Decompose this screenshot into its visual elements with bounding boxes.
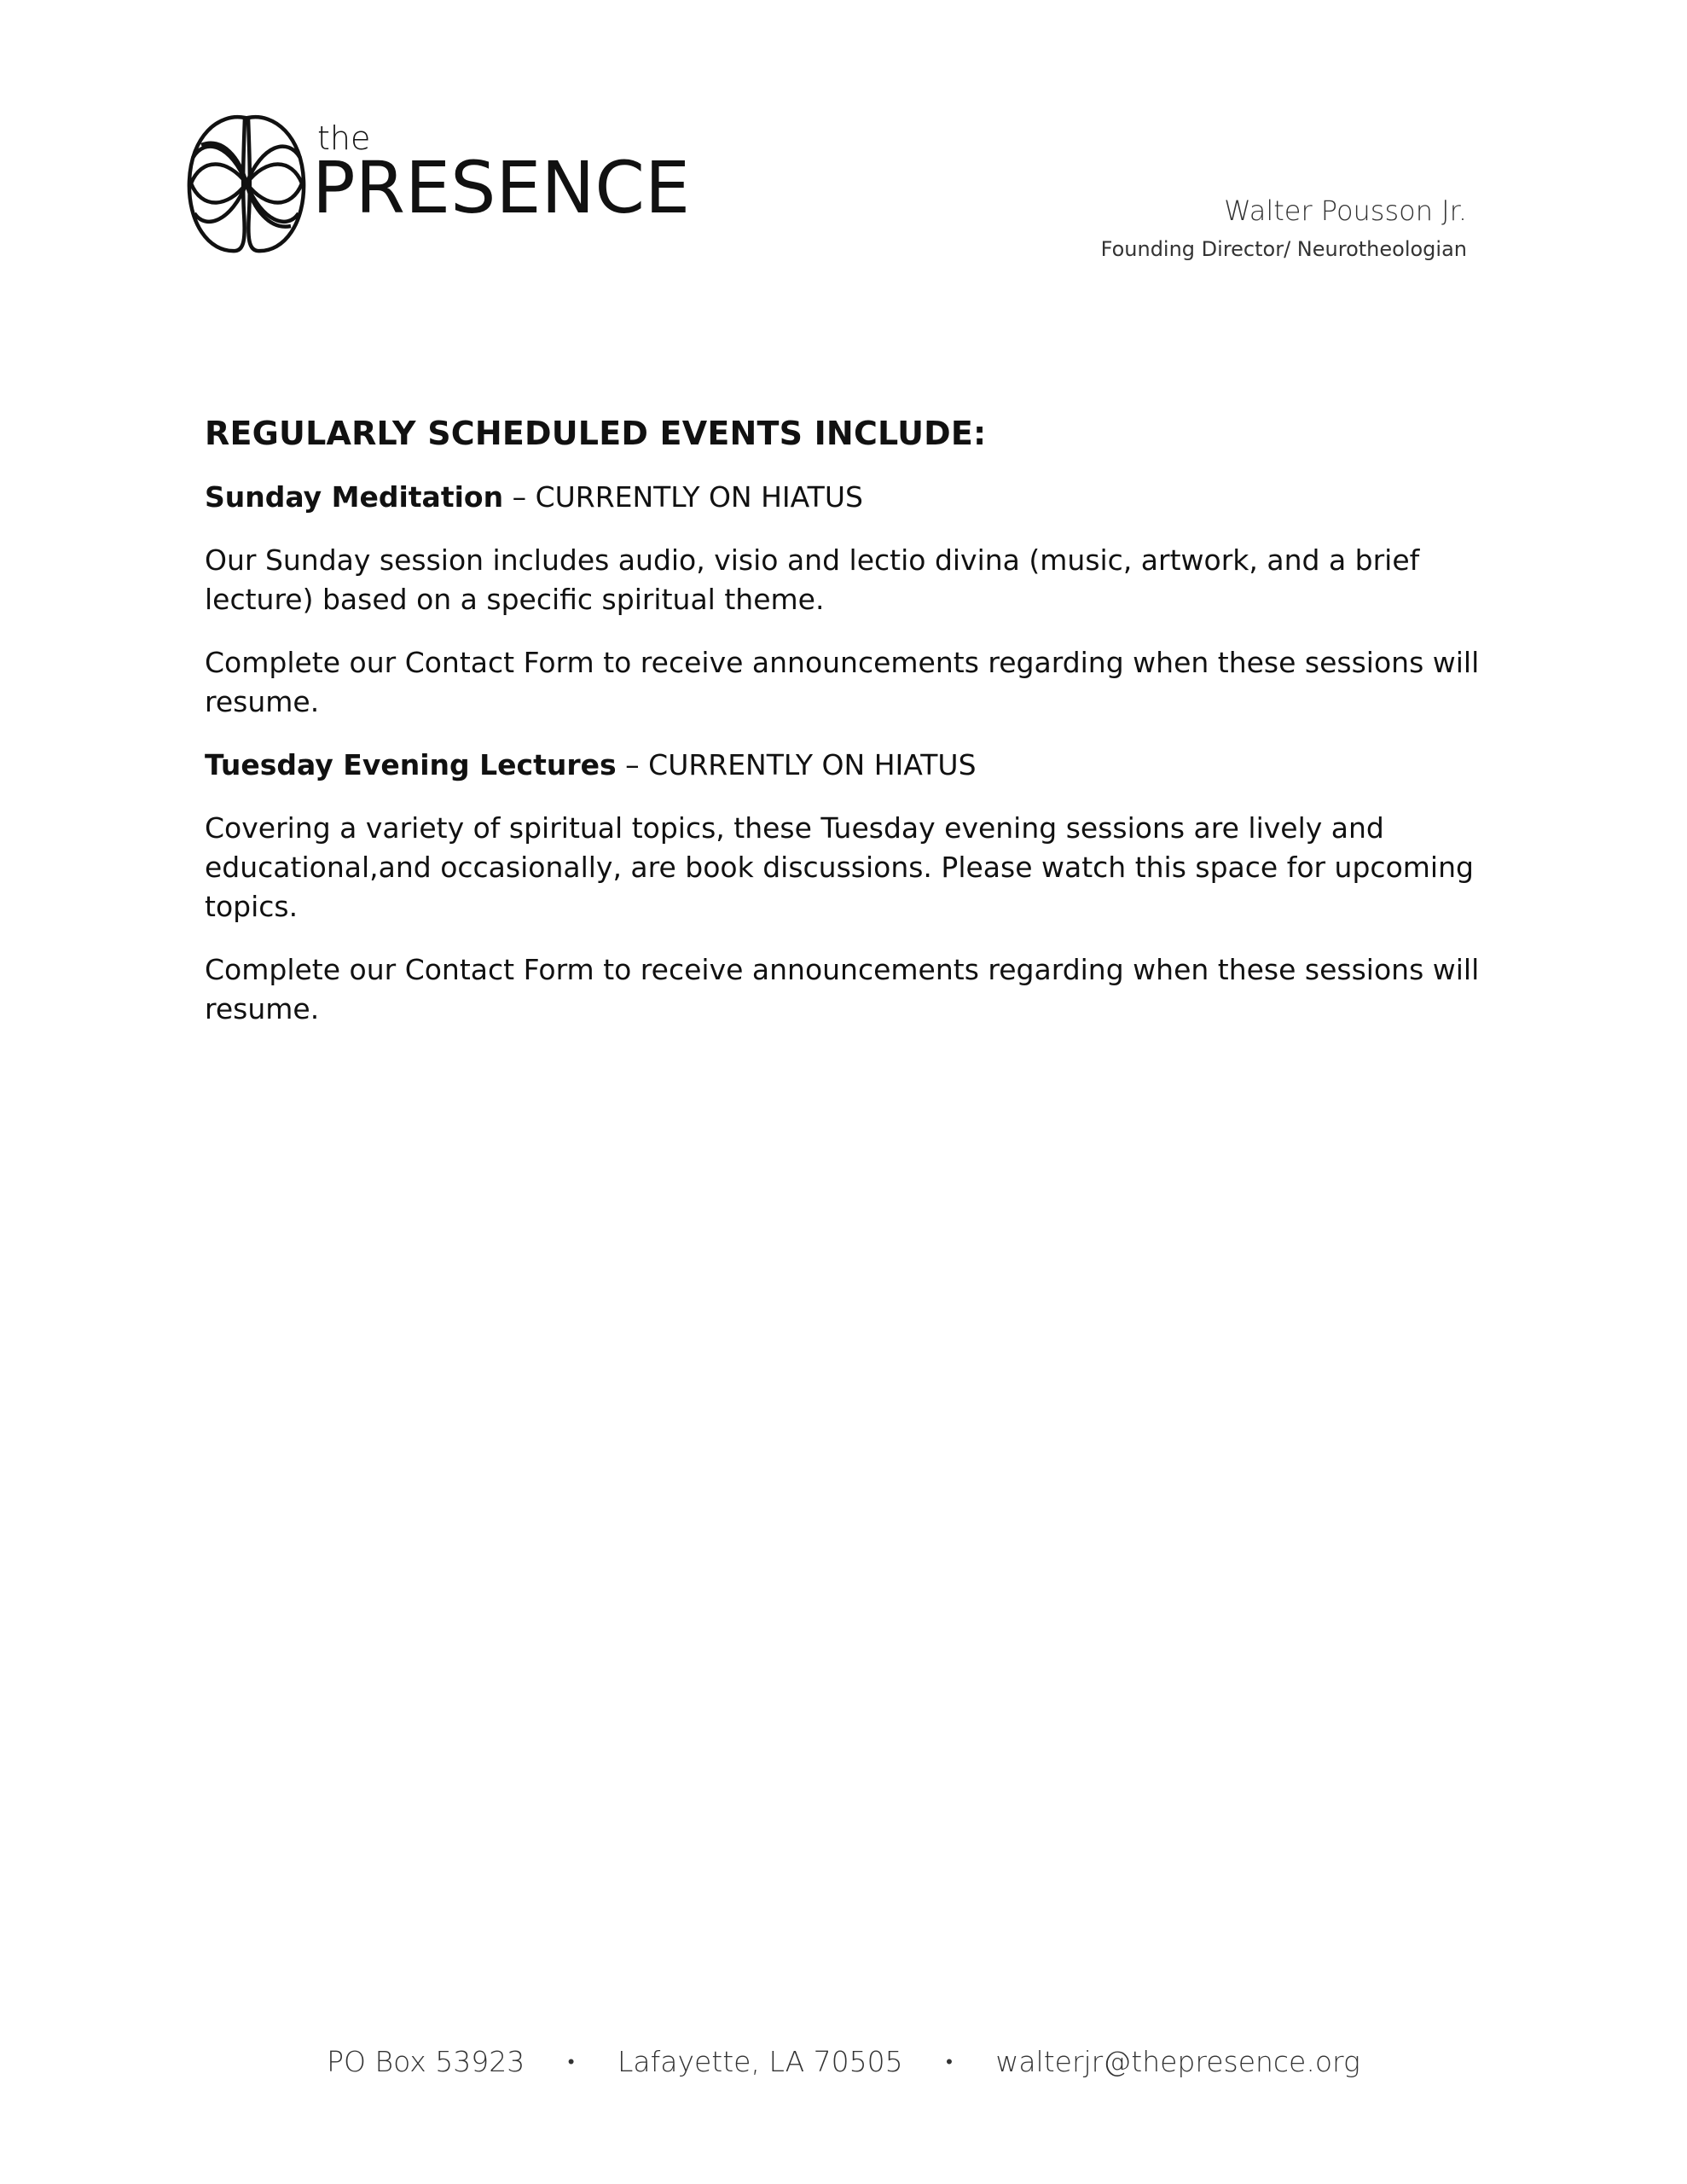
event-description: Our Sunday session includes audio, visio and lectio divina (music, artwork, and a brief lecture) based on a specific spiritual theme. [205, 543, 1420, 616]
event-separator: – [503, 479, 536, 514]
footer [0, 2043, 1687, 2078]
logo-the-text: the [317, 119, 371, 157]
event-status: CURRENTLY ON HIATUS [535, 479, 863, 514]
event-description: Covering a variety of spiritual topics, these Tuesday evening sessions are lively and educational,and occasionally, are book discussions. Please watch this space for upcoming topics. [205, 810, 1474, 923]
logo-presence-text: PRESENCE [312, 146, 691, 229]
bullet-separator: • [946, 2051, 953, 2073]
document-body [205, 415, 1484, 1053]
author-block [1101, 195, 1467, 262]
event-name: Sunday Meditation [205, 479, 504, 514]
section-heading: REGULARLY SCHEDULED EVENTS INCLUDE: [205, 415, 987, 452]
footer-email: walterjr@thepresence.org [995, 2045, 1360, 2078]
author-name: Walter Pousson Jr. [1224, 195, 1467, 227]
event-separator: – [616, 747, 649, 781]
author-title: Founding Director/ Neurotheologian [1100, 237, 1467, 262]
event-title-tuesday [205, 746, 1484, 785]
event-name: Tuesday Evening Lectures [205, 747, 617, 781]
footer-address: PO Box 53923 [327, 2045, 525, 2078]
event-contact-note: Complete our Contact Form to receive announcements regarding when these sessions will resume. [205, 645, 1480, 718]
brain-infinity-logo-icon [184, 111, 309, 256]
event-title-sunday [205, 478, 1484, 517]
event-status: CURRENTLY ON HIATUS [648, 747, 977, 781]
footer-city: Lafayette, LA 70505 [617, 2045, 903, 2078]
bullet-separator: • [567, 2051, 575, 2073]
event-contact-note: Complete our Contact Form to receive announcements regarding when these sessions will resume. [205, 952, 1480, 1025]
